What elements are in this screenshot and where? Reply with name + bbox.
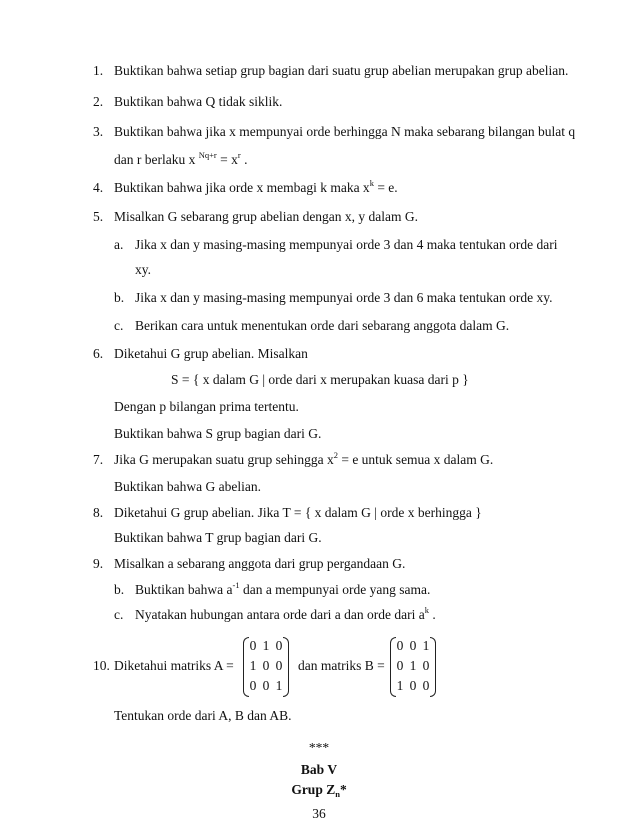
matrix-b-cell: 0 (409, 638, 417, 653)
matrix-a-cell: 0 (249, 638, 257, 653)
matrix-b-cell: 1 (422, 638, 430, 653)
matrix-a-cell: 1 (262, 638, 270, 653)
matrix-b (390, 637, 436, 697)
matrix-a-cell: 0 (262, 658, 270, 673)
item-5c-text: Berikan cara untuk menentukan orde dari sebarang anggota dalam G. (135, 318, 510, 333)
item-8-number: 8. (93, 505, 104, 520)
item-10-line2: Tentukan orde dari A, B dan AB. (114, 708, 292, 723)
item-5-text: Misalkan G sebarang grup abelian dengan x, y dalam G. (114, 209, 419, 224)
item-1-number: 1. (93, 63, 104, 78)
item-9-text: Misalkan a sebarang anggota dari grup pergandaan G. (114, 556, 406, 571)
item-5-number: 5. (93, 209, 104, 224)
item-10-label-a: Diketahui matriks A = (114, 658, 234, 673)
item-6-line2: Dengan p bilangan prima tertentu. (114, 399, 299, 414)
section-separator: *** (308, 740, 330, 755)
item-9b-label: b. (114, 582, 125, 597)
item-10-label-b: dan matriks B = (298, 658, 385, 673)
item-3-text: Buktikan bahwa jika x mempunyai orde berhingga N maka sebarang bilangan bulat q (114, 124, 576, 139)
item-3-number: 3. (93, 124, 104, 139)
item-9b-text: Buktikan bahwa $a^{-1}$ dan a mempunyai orde yang sama. (135, 580, 431, 597)
item-9c-text: Nyatakan hubungan antara orde dari a dan orde dari $a^k$ . (135, 605, 436, 622)
item-5a-label: a. (114, 237, 124, 252)
item-2-text: Buktikan bahwa Q tidak siklik. (114, 94, 283, 109)
item-7-text: Jika G merupakan suatu grup sehingga $x^2 = e$ untuk semua x dalam G. (114, 450, 494, 467)
item-10-number: 10. (93, 658, 110, 673)
item-9c-label: c. (114, 607, 124, 622)
matrix-a-cell: 1 (275, 678, 283, 693)
matrix-b-cell: 0 (396, 658, 404, 673)
item-5b-text: Jika x dan y masing-masing mempunyai orde 3 dan 6 maka tentukan orde xy. (135, 290, 553, 305)
item-7-line2: Buktikan bahwa G abelian. (114, 479, 261, 494)
item-1-text: Buktikan bahwa setiap grup bagian dari suatu grup abelian merupakan grup abelian. (114, 63, 569, 78)
matrix-b-cell: 1 (396, 678, 404, 693)
item-6-number: 6. (93, 346, 104, 361)
item-6-text: Diketahui G grup abelian. Misalkan (114, 346, 308, 361)
item-5a-continuation: xy. (135, 262, 151, 277)
item-6-set-definition: S = { x dalam G | orde dari x merupakan kuasa dari p } (171, 372, 469, 387)
item-5a-text: Jika x dan y masing-masing mempunyai orde 3 dan 4 maka tentukan orde dari (135, 237, 558, 252)
matrix-b-cell: 0 (422, 678, 430, 693)
item-2-number: 2. (93, 94, 104, 109)
item-8-line2: Buktikan bahwa T grup bagian dari G. (114, 530, 322, 545)
item-5c-label: c. (114, 318, 124, 333)
item-4-number: 4. (93, 180, 104, 195)
matrix-a-cell: 1 (249, 658, 257, 673)
chapter-subtitle: Grup $Z_n*$ (291, 782, 347, 799)
item-3-continuation: dan r berlaku x $^{Nq+r} = x^r$ . (114, 150, 248, 167)
matrix-a-cell: 0 (275, 658, 283, 673)
item-8-text: Diketahui G grup abelian. Jika T = { x dalam G | orde x berhingga } (114, 505, 482, 520)
item-7-number: 7. (93, 452, 104, 467)
matrix-b-cell: 1 (409, 658, 417, 673)
matrix-a-cell: 0 (249, 678, 257, 693)
matrix-b-cell: 0 (396, 638, 404, 653)
matrix-a-cell: 0 (275, 638, 283, 653)
item-9-number: 9. (93, 556, 104, 571)
item-4-text: Buktikan bahwa jika orde x membagi k maka $x^k = e$. (114, 178, 398, 195)
matrix-a-cell: 0 (262, 678, 270, 693)
item-5b-label: b. (114, 290, 125, 305)
item-6-line3: Buktikan bahwa S grup bagian dari G. (114, 426, 322, 441)
matrix-b-cell: 0 (409, 678, 417, 693)
matrix-b-cell: 0 (422, 658, 430, 673)
chapter-title: Bab V (300, 762, 338, 777)
matrix-a (243, 637, 289, 697)
page-number: 36 (312, 806, 326, 821)
